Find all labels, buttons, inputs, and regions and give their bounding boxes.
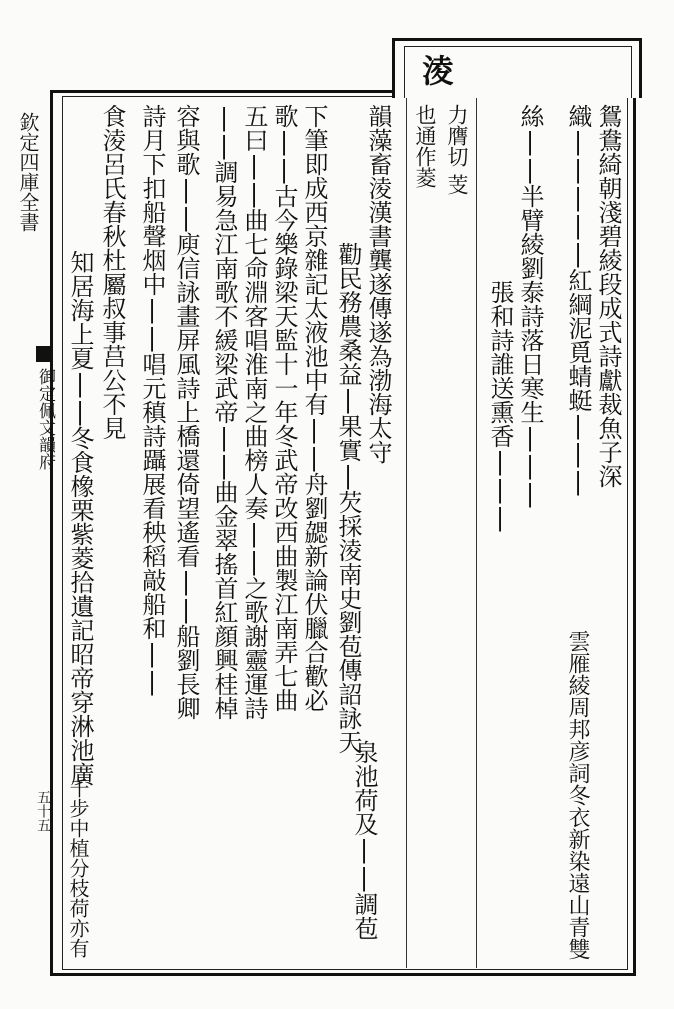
- text-column: 五曰||曲七命淵客唱淮南之曲榜人奏||之歌謝靈運詩: [240, 104, 268, 720]
- text-column: 食淩呂氏春秋杜屬叔事莒公不見: [98, 104, 126, 440]
- text-column: 雲雁綾周邦彦詞冬衣新染遠山青雙: [565, 630, 590, 960]
- text-column: 千步中植分枝荷亦有: [66, 778, 90, 958]
- text-column: 織|||||紅綱泥覓蜻蜓|||: [564, 104, 592, 496]
- text-column: 泉池荷及||調苞: [350, 740, 378, 940]
- margin-book-title: 御定佩文韻府: [35, 368, 55, 470]
- headword-note: 也通作菱: [413, 104, 437, 188]
- text-column: 知居海上夏||冬食橡栗紫菱拾遺記昭帝穿淋池廣: [66, 250, 94, 786]
- text-column: 張和詩誰送熏香|||: [486, 280, 514, 532]
- text-column: 下筆即成西京雜記太液池中有||舟劉勰新論伏臘合歡必: [300, 104, 328, 712]
- text-column: 勸民務農桑益|果實|芡採淩南史劉苞傳詔詠天: [334, 242, 362, 754]
- column-divider: [406, 98, 407, 968]
- column-divider: [476, 98, 477, 968]
- text-column: 絲||半臂綾劉泰詩落日寒生|||: [516, 104, 544, 508]
- text-column: ||調易急江南歌不緩梁武帝||曲金翠搖首紅顔興桂棹: [210, 104, 238, 720]
- text-column: 韻藻畜淩漢書龔遂傳遂為渤海太守: [364, 104, 392, 464]
- text-column: 容與歌||庾信詠畫屏風詩上橋還倚望遙看||船劉長卿: [172, 104, 200, 720]
- folio-number: 五十五: [35, 790, 51, 832]
- headword-reading: 力膺切: [445, 104, 469, 167]
- text-column: 歌||古今樂錄梁天監十一年冬武帝改西曲製江南弄七曲: [270, 104, 298, 712]
- text-column: 詩月下扣船聲烟中||唱元稹詩躡展看秧稻敲船和||: [138, 104, 166, 696]
- fish-tail-mark: [36, 346, 50, 362]
- headword-extra: 芰: [445, 174, 469, 195]
- text-column: 鴛鴦綺朝淺碧綾段成式詩獻裁魚子深: [594, 104, 622, 488]
- headword-char: 淩: [417, 54, 455, 86]
- margin-collection-title: 欽定四庫全書: [16, 112, 40, 232]
